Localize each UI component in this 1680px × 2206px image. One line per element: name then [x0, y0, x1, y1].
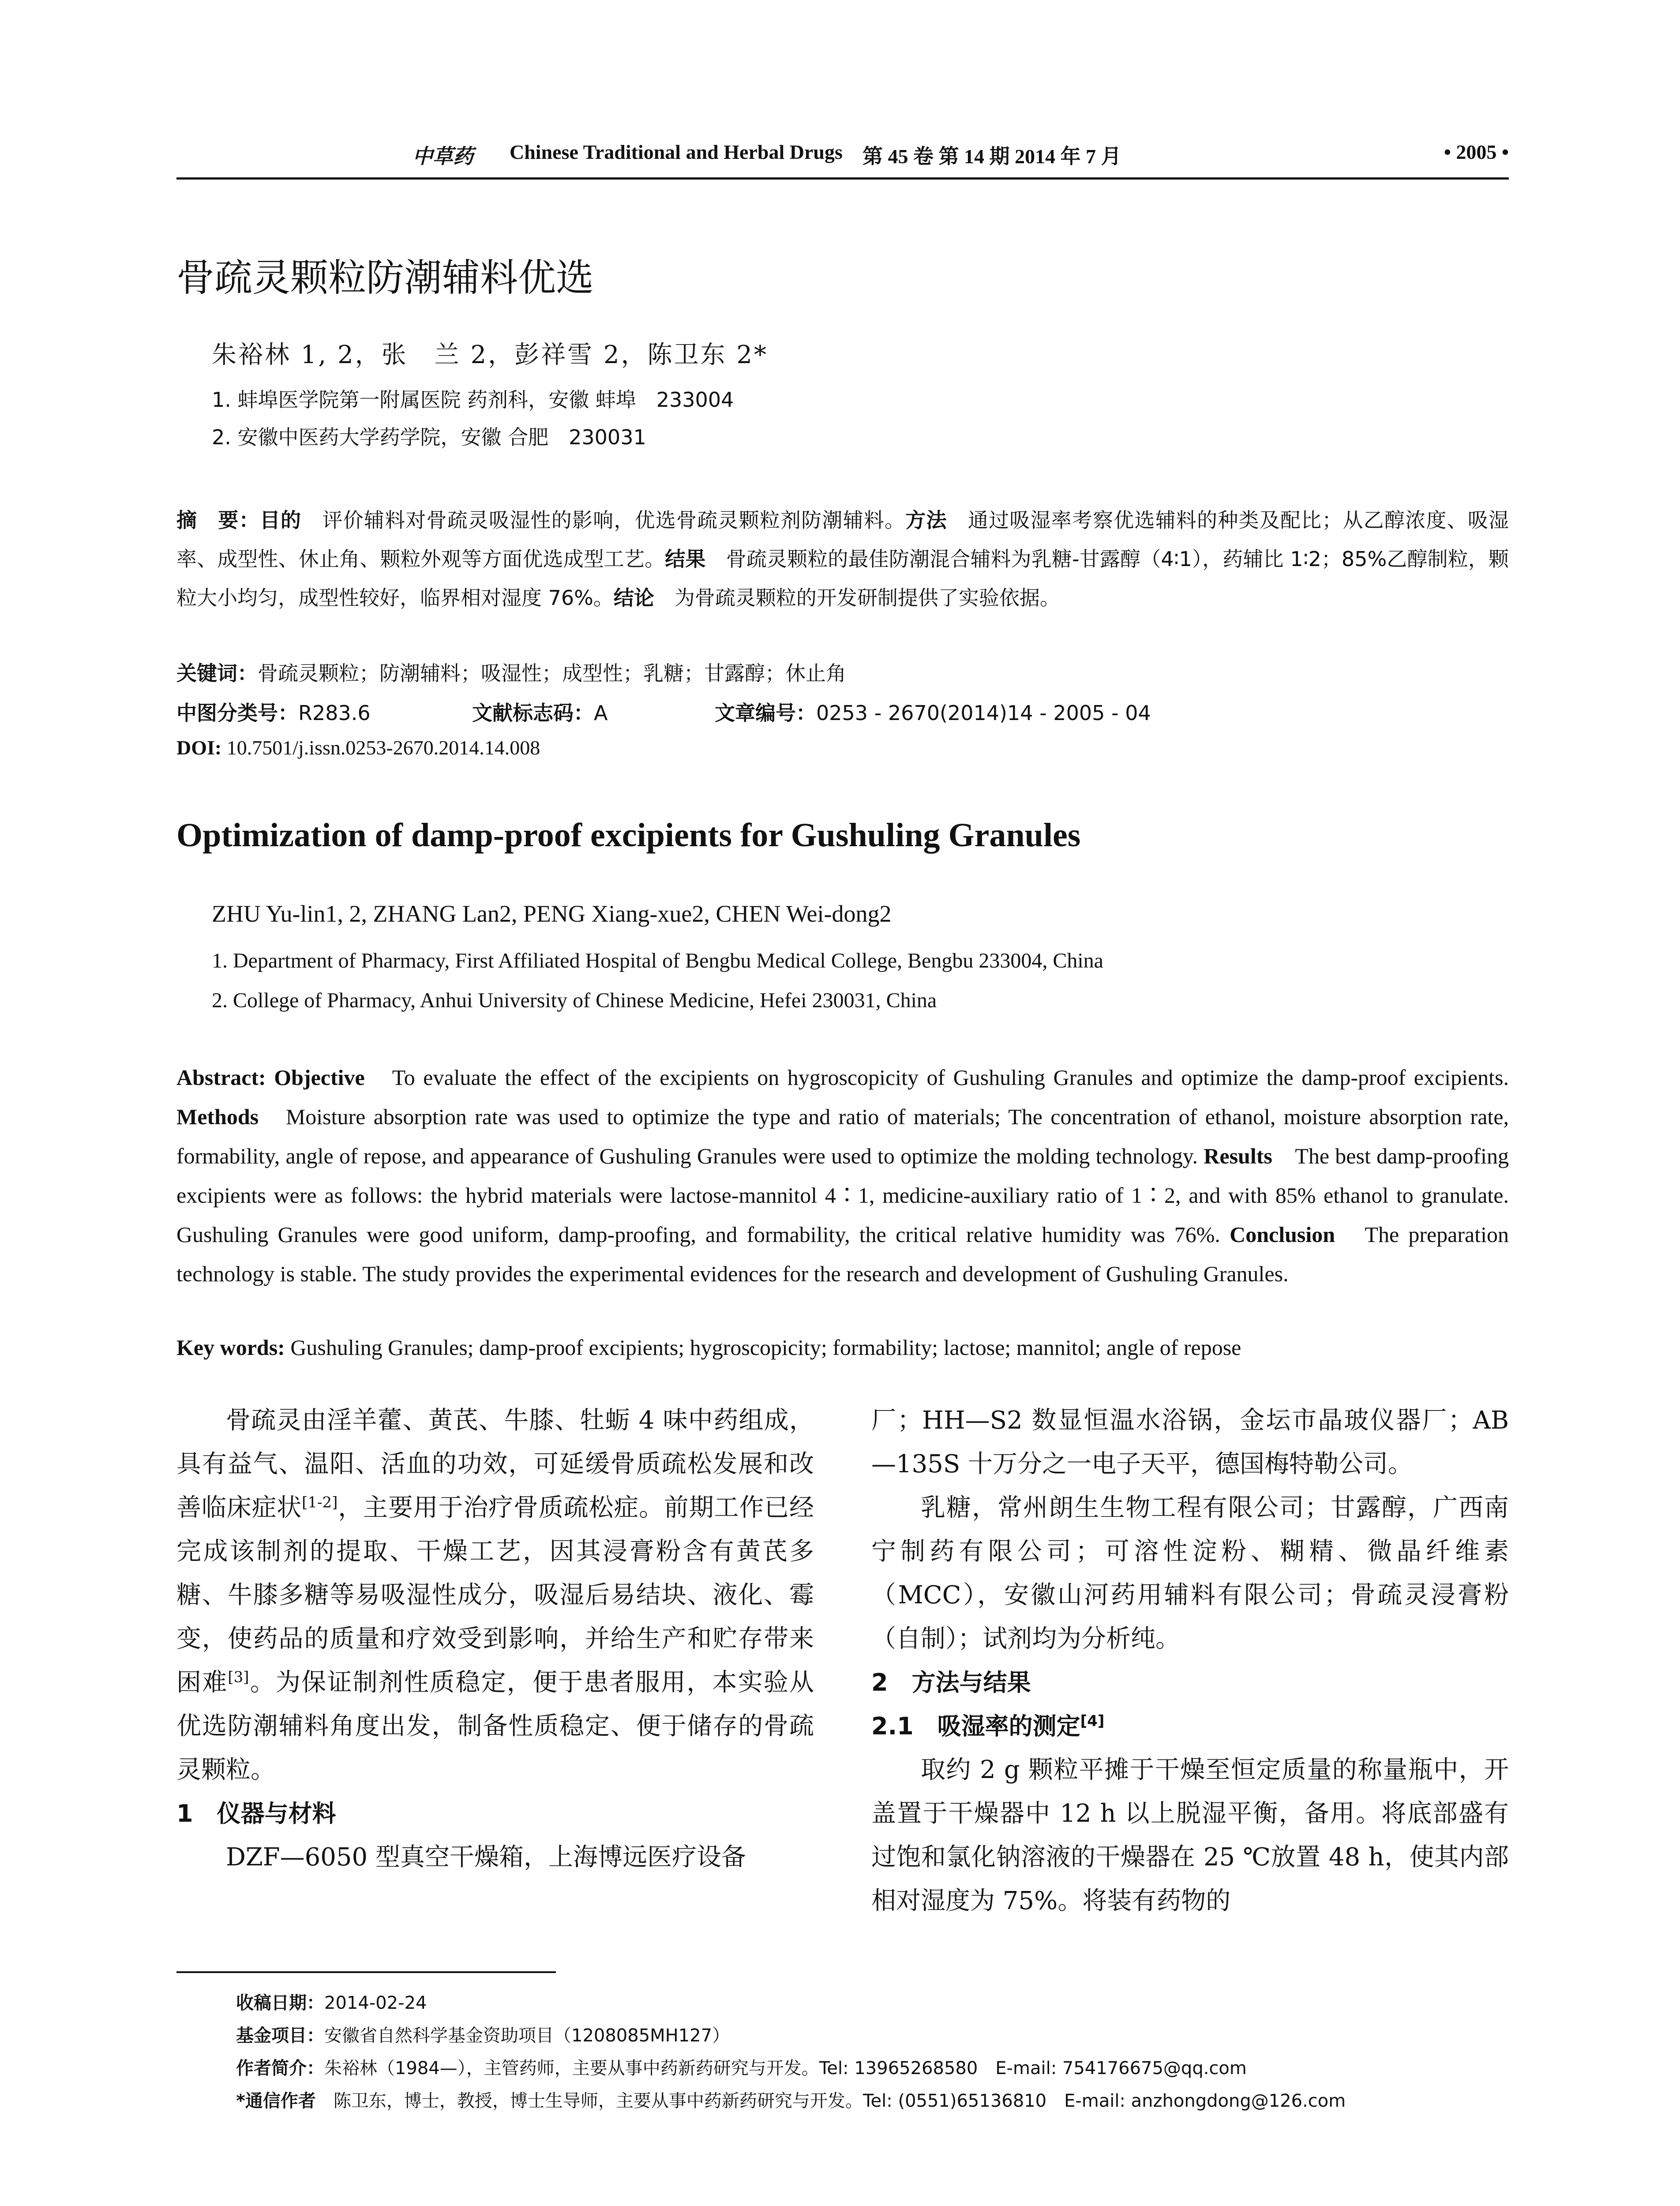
body-left-column	[176, 1399, 814, 1879]
cn-conclusion-label: 结论	[613, 586, 654, 610]
en-abstract-label: Abstract:	[176, 1065, 266, 1090]
en-methods-label: Methods	[176, 1104, 259, 1129]
doi-value: 10.7501/j.issn.0253-2670.2014.14.008	[221, 736, 540, 759]
cn-affiliation-2: 2. 安徽中医药大学药学院，安徽 合肥 230031	[212, 425, 646, 449]
cn-abstract	[176, 501, 1509, 617]
text-run: 。为保证制剂性质稳定，便于患者服用，本实验从优选防潮辅料角度出发，制备性质稳定、便于储存的骨疏灵颗粒。	[176, 1668, 814, 1784]
cn-doi	[176, 736, 540, 759]
cn-title: 骨疏灵颗粒防潮辅料优选	[176, 256, 594, 300]
cn-doccode-value: A	[594, 701, 608, 725]
cn-objective: 评价辅料对骨疏灵吸湿性的影响，优选骨疏灵颗粒剂防潮辅料。	[301, 508, 906, 532]
cn-classification	[176, 697, 371, 726]
journal-name-en: Chinese Traditional and Herbal Drugs	[510, 141, 843, 163]
doi-label: DOI:	[176, 736, 222, 759]
fn-label: 作者简介：	[236, 2058, 324, 2078]
text-run: 骨疏灵由淫羊藿、黄芪、牛膝、牡蛎 4 味中药组成，具有益气、温阳、活血的功效，可延缓骨质疏松发展和改善临床症状	[176, 1406, 814, 1522]
footnote-fund	[236, 2022, 730, 2047]
en-conclusion-label: Conclusion	[1230, 1222, 1335, 1247]
cn-objective-label: 目的	[259, 508, 302, 532]
cn-cls-label: 中图分类号：	[176, 701, 298, 725]
cn-cls-value: R283.6	[298, 701, 371, 725]
en-title: Optimization of damp-proof excipients for Gushuling Granules	[176, 817, 1081, 854]
text-run: ，主要用于治疗骨质疏松症。前期工作已经完成该制剂的提取、干燥工艺，因其浸膏粉含有黄芪多糖、牛膝多糖等易吸湿性成分，吸湿后易结块、液化、霉变，使药品的质量和疗效受到影响，并给生产和贮存带来困难	[176, 1493, 814, 1697]
cn-artno-value: 0253 - 2670(2014)14 - 2005 - 04	[816, 701, 1151, 725]
body-paragraph: 乳糖，常州朗生生物工程有限公司；甘露醇，广西南宁制药有限公司；可溶性淀粉、糊精、微晶纤维素（MCC），安徽山河药用辅料有限公司；骨疏灵浸膏粉（自制）；试剂均为分析纯。	[871, 1493, 1509, 1653]
en-keywords-text: Gushuling Granules; damp-proof excipients; hygroscopicity; formability; lactose; mannitol; angle of repose	[285, 1335, 1241, 1360]
footnote-corresponding	[236, 2087, 1346, 2112]
cn-document-code	[472, 697, 608, 726]
body-paragraph	[176, 1399, 814, 1792]
en-methods: Moisture absorption rate was used to optimize the type and ratio of materials; The concentration of ethanol, moisture absorption rate, formability, angle of repose, and appearance of Gushuling Granules were used to optimize the molding technology.	[176, 1104, 1509, 1168]
cn-results: 骨疏灵颗粒的最佳防潮混合辅料为乳糖-甘露醇（4∶1），药辅比 1∶2；85%乙醇制粒，颗粒大小均匀，成型性较好，临界相对湿度 76%。	[176, 547, 1509, 610]
section-heading-2: 2 方法与结果	[871, 1669, 1031, 1696]
cn-methods: 通过吸湿率考察优选辅料的种类及配比；从乙醇浓度、吸湿率、成型性、休止角、颗粒外观等方面优选成型工艺。	[176, 508, 1509, 571]
en-conclusion: The preparation technology is stable. The study provides the experimental evidences for the research and development of Gushuling Granules.	[176, 1222, 1509, 1286]
journal-name-cn: 中草药	[412, 144, 473, 168]
body-right-column	[871, 1399, 1509, 1923]
page-number: • 2005 •	[1444, 141, 1509, 163]
section-heading-2-1	[871, 1704, 1509, 1748]
citation: [4]	[1080, 1712, 1105, 1730]
cn-keywords-text: 骨疏灵颗粒；防潮辅料；吸湿性；成型性；乳糖；甘露醇；休止角	[258, 661, 846, 685]
footnote-rule	[176, 1971, 556, 1973]
en-results: The best damp-proofing excipients were as follows: the hybrid materials were lactose-mannitol 4∶1, medicine-auxiliary ratio of 1∶2, and with 85% ethanol to granulate. Gushuling Granules were good uniform, damp-proofing, and formability, the critical relative humidity was 76%.	[176, 1144, 1509, 1247]
citation: [1-2]	[302, 1493, 338, 1512]
cn-artno-label: 文章编号：	[715, 701, 816, 725]
cn-doccode-label: 文献标志码：	[472, 701, 594, 725]
en-keywords-label: Key words:	[176, 1335, 285, 1360]
en-affiliation-2: 2. College of Pharmacy, Anhui University of Chinese Medicine, Hefei 230031, China	[212, 989, 937, 1012]
footnote-received	[236, 1989, 427, 2014]
cn-keywords	[176, 657, 846, 687]
header-rule	[176, 177, 1509, 180]
en-results-label: Results	[1204, 1144, 1272, 1168]
en-abstract	[176, 1058, 1509, 1294]
body-paragraph: DZF—6050 型真空干燥箱，上海博远医疗设备	[226, 1843, 746, 1872]
en-objective-label: Objective	[274, 1065, 365, 1090]
fn-label: 基金项目：	[236, 2026, 324, 2046]
cn-authors: 朱裕林 1, 2，张 兰 2，彭祥雪 2，陈卫东 2*	[212, 341, 768, 369]
cn-affiliation-1: 1. 蚌埠医学院第一附属医院 药剂科，安徽 蚌埠 233004	[212, 388, 734, 412]
en-authors: ZHU Yu-lin1, 2, ZHANG Lan2, PENG Xiang-xue2, CHEN Wei-dong2	[212, 900, 892, 927]
fn-label: *通信作者	[236, 2091, 316, 2111]
cn-article-number	[715, 697, 1151, 726]
cn-keywords-label: 关键词：	[176, 661, 258, 685]
cn-methods-label: 方法	[905, 508, 947, 532]
cn-conclusion: 为骨疏灵颗粒的开发研制提供了实验依据。	[654, 586, 1060, 610]
en-keywords	[176, 1335, 1509, 1360]
section-heading-1: 1 仪器与材料	[176, 1800, 336, 1827]
footnote-author	[236, 2054, 1247, 2079]
fn-text: 安徽省自然科学基金资助项目（1208085MH127）	[324, 2026, 730, 2046]
body-paragraph: 厂；HH—S2 数显恒温水浴锅，金坛市晶玻仪器厂；AB—135S 十万分之一电子天平，德国梅特勒公司。	[871, 1406, 1509, 1478]
fn-label: 收稿日期：	[236, 1993, 324, 2013]
volume-issue: 第 45 卷 第 14 期 2014 年 7 月	[862, 145, 1121, 168]
cn-abstract-label: 摘 要：	[176, 508, 260, 532]
fn-text: 陈卫东，博士，教授，博士生导师，主要从事中药新药研究与开发。Tel: (0551)65136810 E-mail: anzhongdong@126.com	[315, 2091, 1346, 2111]
en-objective: To evaluate the effect of the excipients on hygroscopicity of Gushuling Granules and optimize the damp-proof excipients.	[364, 1065, 1509, 1090]
heading-text: 2.1 吸湿率的测定	[871, 1712, 1080, 1740]
cn-results-label: 结果	[665, 547, 706, 571]
body-paragraph: 取约 2 g 颗粒平摊于干燥至恒定质量的称量瓶中，开盖置于干燥器中 12 h 以上脱湿平衡，备用。将底部盛有过饱和氯化钠溶液的干燥器在 25 ℃放置 48 h，使其内部相对湿度为 75%。将装有药物的	[871, 1756, 1509, 1915]
fn-text: 2014-02-24	[324, 1993, 427, 2013]
en-affiliation-1: 1. Department of Pharmacy, First Affiliated Hospital of Bengbu Medical College, Bengbu 233004, China	[212, 949, 1103, 972]
citation: [3]	[228, 1668, 249, 1686]
fn-text: 朱裕林（1984—），主管药师，主要从事中药新药研究与开发。Tel: 13965268580 E-mail: 754176675@qq.com	[324, 2058, 1247, 2078]
